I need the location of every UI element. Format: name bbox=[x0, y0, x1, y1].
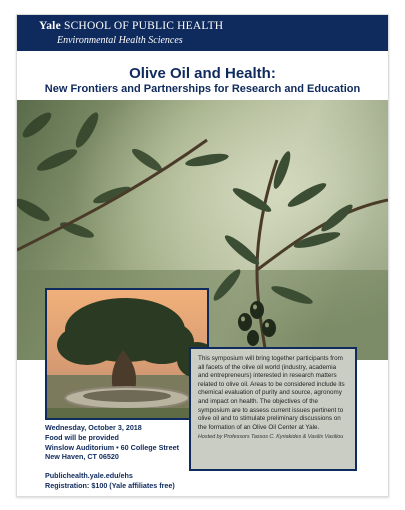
event-city: New Haven, CT 06520 bbox=[45, 452, 119, 462]
event-venue: Winslow Auditorium • 60 College Street bbox=[45, 442, 179, 452]
food-note: Food will be provided bbox=[45, 432, 119, 442]
host-credit: Hosted by Professors Tassos C. Kyriakides & Vasilis Vasiliou bbox=[198, 434, 344, 441]
school-name bbox=[39, 20, 223, 32]
description-box bbox=[189, 347, 357, 471]
school-label: SCHOOL OF PUBLIC HEALTH bbox=[63, 20, 224, 32]
event-subtitle: New Frontiers and Partnerships for Research and Education bbox=[44, 83, 361, 95]
header-banner bbox=[17, 15, 388, 51]
flyer bbox=[16, 14, 389, 497]
description-text: This symposium will bring together participants from all facets of the olive oil world (industry, academia and entrepreneurs) interested in research matters related to olive oil. Areas to be considered include its chemical evaluation of purity and source, agronomy and impact on health. The objectives of the symposium are to assess current issues pertinent to olive oil and to stimulate preliminary discussions on the formation of an Olive Oil Center at Yale. bbox=[198, 355, 345, 431]
olive-tree-inset-photo bbox=[45, 288, 209, 420]
registration-info: Registration: $100 (Yale affiliates free) bbox=[45, 480, 175, 490]
yale-wordmark: Yale bbox=[39, 20, 61, 32]
department-name: Environmental Health Sciences bbox=[57, 35, 183, 46]
website-link[interactable]: Publichealth.yale.edu/ehs bbox=[45, 471, 133, 481]
event-date: Wednesday, October 3, 2018 bbox=[45, 423, 142, 432]
event-title: Olive Oil and Health: bbox=[129, 65, 276, 82]
